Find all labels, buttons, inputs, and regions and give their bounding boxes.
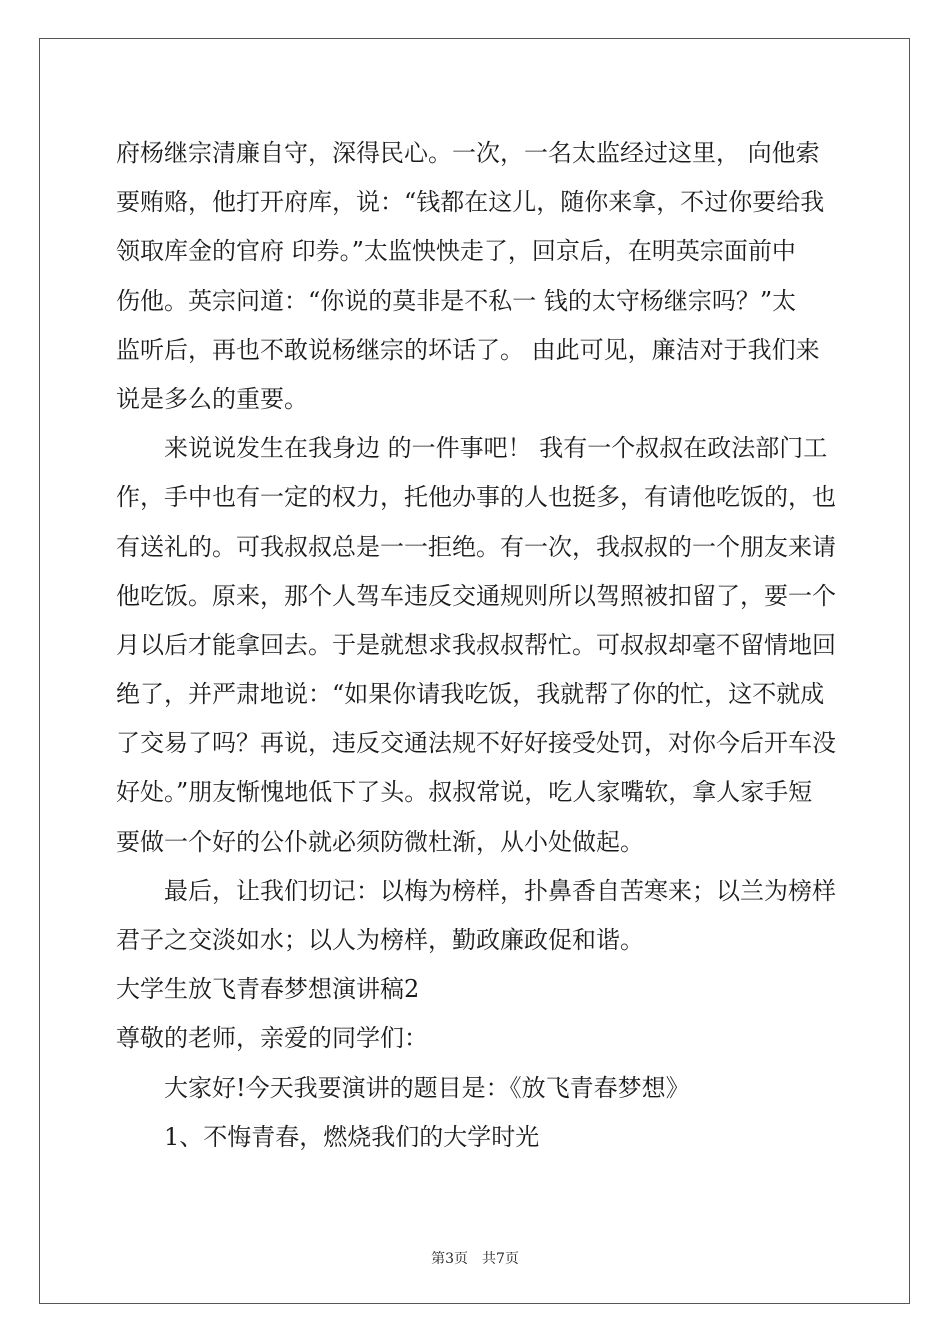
text-line: 来说说发生在我身边 的一件事吧！ 我有一个叔叔在政法部门工	[164, 434, 828, 463]
text-line: 大家好!今天我要演讲的题目是：《放飞青春梦想》	[164, 1073, 690, 1102]
text-line: 监听后，再也不敢说杨继宗的坏话了。 由此可见，廉洁对于我们来	[116, 335, 820, 364]
text-line: 要做一个好的公仆就必须防微杜渐，从小处做起。	[116, 827, 644, 856]
text-line: 府杨继宗清廉自守，深得民心。一次，一名太监经过这里， 向他索	[116, 139, 820, 167]
text-line: 大学生放飞青春梦想演讲稿2	[116, 975, 420, 1004]
text-line: 好处。”朋友惭愧地低下了头。叔叔常说，吃人家嘴软，拿人家手短	[116, 778, 813, 807]
text-line: 领取库金的官府 印券。”太监怏怏走了，回京后，在明英宗面前中	[116, 237, 796, 266]
text-line: 伤他。英宗问道：“你说的莫非是不私一 钱的太守杨继宗吗？”太	[116, 286, 797, 315]
text-line: 要贿赂，他打开府库，说：“钱都在这儿，随你来拿，不过你要给我	[116, 188, 825, 217]
text-line: 尊敬的老师，亲爱的同学们：	[116, 1024, 428, 1053]
text-line: 说是多么的重要。	[116, 384, 308, 413]
page-total: 共7页	[482, 1251, 519, 1267]
text-line: 绝了，并严肃地说：“如果你请我吃饭，我就帮了你的忙，这不就成	[116, 680, 825, 709]
page-number: 第3页	[431, 1251, 468, 1267]
page-footer	[0, 1248, 950, 1268]
text-line: 作，手中也有一定的权力，托他办事的人也挺多，有请他吃饭的，也	[116, 483, 836, 512]
text-line: 1、不悔青春，燃烧我们的大学时光	[164, 1122, 540, 1151]
text-line: 有送礼的。可我叔叔总是一一拒绝。有一次，我叔叔的一个朋友来请	[116, 532, 836, 561]
text-line: 最后，让我们切记：以梅为榜样，扑鼻香自苦寒来；以兰为榜样	[164, 876, 836, 905]
text-line: 月以后才能拿回去。于是就想求我叔叔帮忙。可叔叔却毫不留情地回	[116, 630, 836, 659]
text-line: 君子之交淡如水；以人为榜样，勤政廉政促和谐。	[116, 926, 644, 954]
text-line: 他吃饭。原来，那个人驾车违反交通规则所以驾照被扣留了，要一个	[116, 581, 836, 610]
document-body	[116, 129, 836, 1162]
text-line: 了交易了吗？再说，违反交通法规不好好接受处罚，对你今后开车没	[116, 729, 836, 758]
